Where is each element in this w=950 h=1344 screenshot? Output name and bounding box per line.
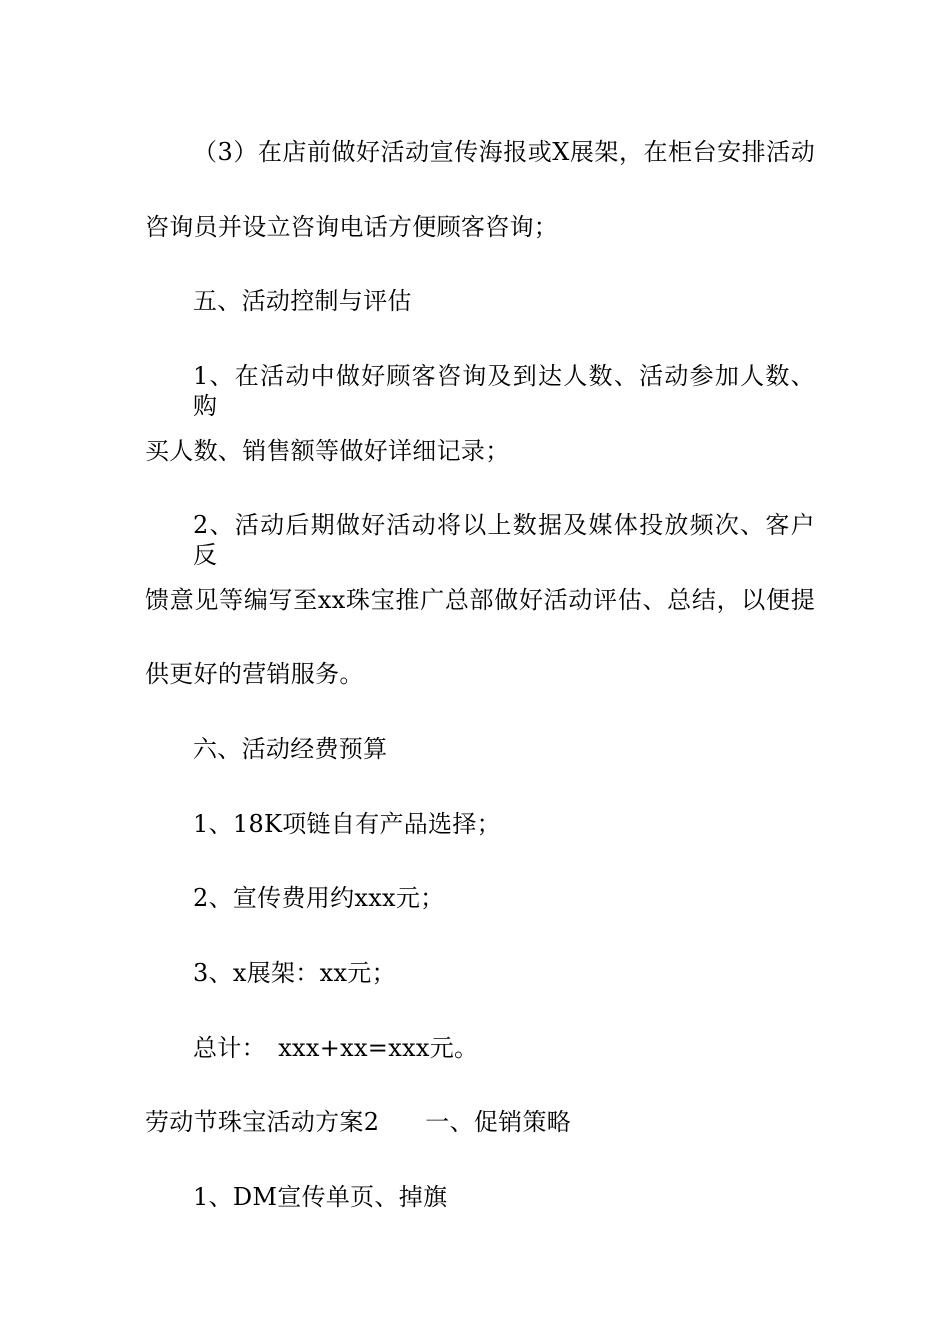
paragraph-line: （3）在店前做好活动宣传海报或X展架，在柜台安排活动	[193, 138, 815, 166]
budget-item: 3、x展架：xx元；	[193, 959, 396, 987]
budget-total: 总计： xxx+xx=xxx元。	[193, 1034, 479, 1062]
plan-section-heading: 一、促销策略	[425, 1108, 572, 1136]
strategy-item: 1、DM宣传单页、掉旗	[193, 1183, 448, 1211]
paragraph-line: 2、活动后期做好活动将以上数据及媒体投放频次、客户反	[193, 511, 815, 569]
budget-item: 1、18K项链自有产品选择；	[193, 810, 501, 838]
paragraph-line: 供更好的营销服务。	[145, 660, 364, 688]
paragraph-line: 馈意见等编写至xx珠宝推广总部做好活动评估、总结，以便提	[145, 586, 815, 614]
plan-heading	[145, 1107, 815, 1137]
paragraph-line: 1、在活动中做好顾客咨询及到达人数、活动参加人数、购	[193, 362, 815, 420]
section-heading: 五、活动控制与评估	[193, 287, 412, 315]
budget-item: 2、宣传费用约xxx元；	[193, 884, 445, 912]
plan-title: 劳动节珠宝活动方案2	[145, 1108, 380, 1136]
paragraph-line: 咨询员并设立咨询电话方便顾客咨询；	[145, 213, 559, 241]
section-heading: 六、活动经费预算	[193, 735, 388, 763]
paragraph-line: 买人数、销售额等做好详细记录；	[145, 437, 510, 465]
